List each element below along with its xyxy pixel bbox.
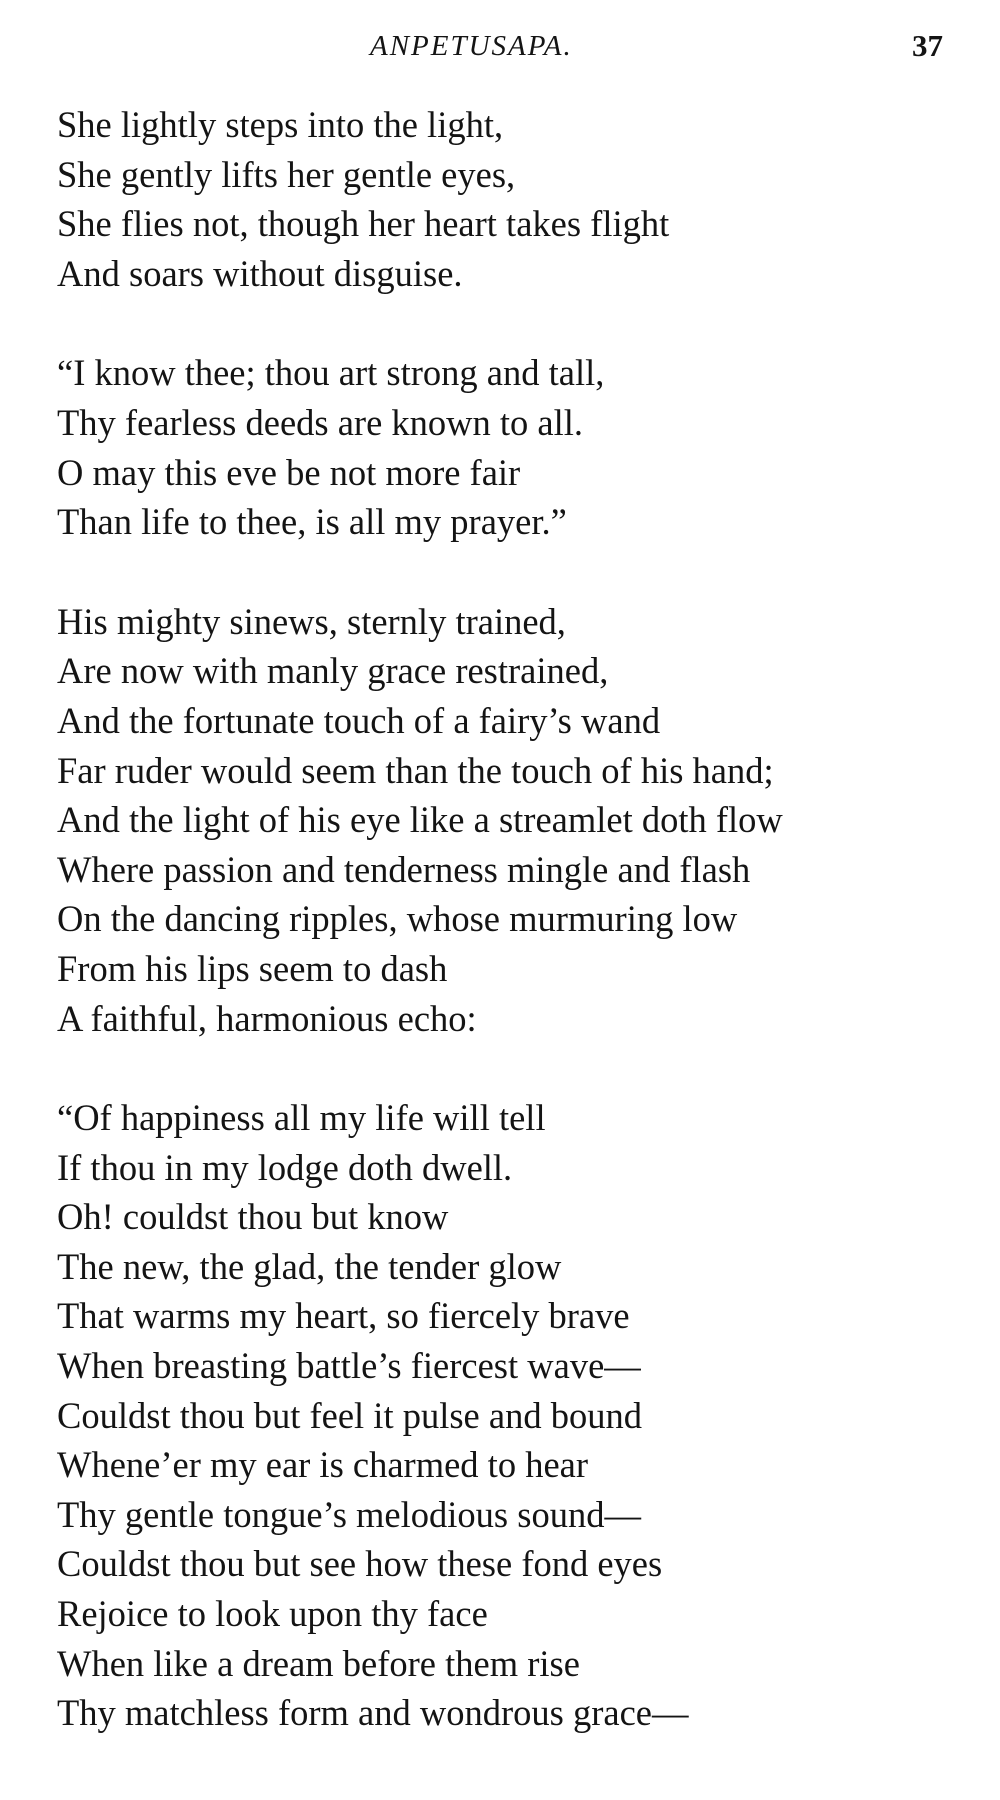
running-title: ANPETUSAPA. [370,30,573,62]
poem-line: When like a dream before them rise [57,1642,580,1684]
page-number: 37 [912,28,943,63]
stanza-3 [57,597,977,1043]
poem-line: Couldst thou but feel it pulse and bound [57,1394,642,1436]
stanza-4 [57,1093,977,1738]
poem-line: Whene’er my ear is charmed to hear [57,1444,588,1486]
poem-line: Rejoice to look upon thy face [57,1593,488,1635]
poem-line: Are now with manly grace restrained, [57,650,609,692]
poem-line: Thy gentle tongue’s melodious sound— [57,1493,641,1535]
poem-line: On the dancing ripples, whose murmuring low [57,898,738,940]
poem-line: “I know thee; thou art strong and tall, [57,352,605,394]
poem-body [57,100,977,1788]
poem-line: “Of happiness all my life will tell [57,1097,546,1139]
poem-line: That warms my heart, so fiercely brave [57,1295,630,1337]
poem-line: And the light of his eye like a streamlet doth flow [57,799,783,841]
poem-line: She gently lifts her gentle eyes, [57,153,516,195]
poem-line: Thy matchless form and wondrous grace— [57,1692,689,1734]
poem-line: She flies not, though her heart takes flight [57,203,670,245]
poem-line: Thy fearless deeds are known to all. [57,401,584,443]
poem-line: Where passion and tenderness mingle and flash [57,848,751,890]
poem-line: Couldst thou but see how these fond eyes [57,1543,663,1585]
poem-line: If thou in my lodge doth dwell. [57,1146,513,1188]
stanza-2 [57,348,977,546]
poem-line: A faithful, harmonious echo: [57,997,477,1039]
running-head [0,24,1000,68]
poem-line: She lightly steps into the light, [57,104,504,145]
poem-line: Oh! couldst thou but know [57,1196,449,1238]
poem-line: The new, the glad, the tender glow [57,1245,562,1287]
poem-line: Far ruder would seem than the touch of his hand; [57,749,774,791]
poem-line: And the fortunate touch of a fairy’s wand [57,699,661,741]
poem-line: His mighty sinews, sternly trained, [57,600,566,642]
poem-line: O may this eve be not more fair [57,451,521,493]
stanza-1 [57,100,977,298]
poem-line: And soars without disguise. [57,252,463,294]
poem-line: When breasting battle’s fiercest wave— [57,1345,641,1387]
poem-line: Than life to thee, is all my prayer.” [57,501,567,543]
poem-line: From his lips seem to dash [57,947,448,989]
